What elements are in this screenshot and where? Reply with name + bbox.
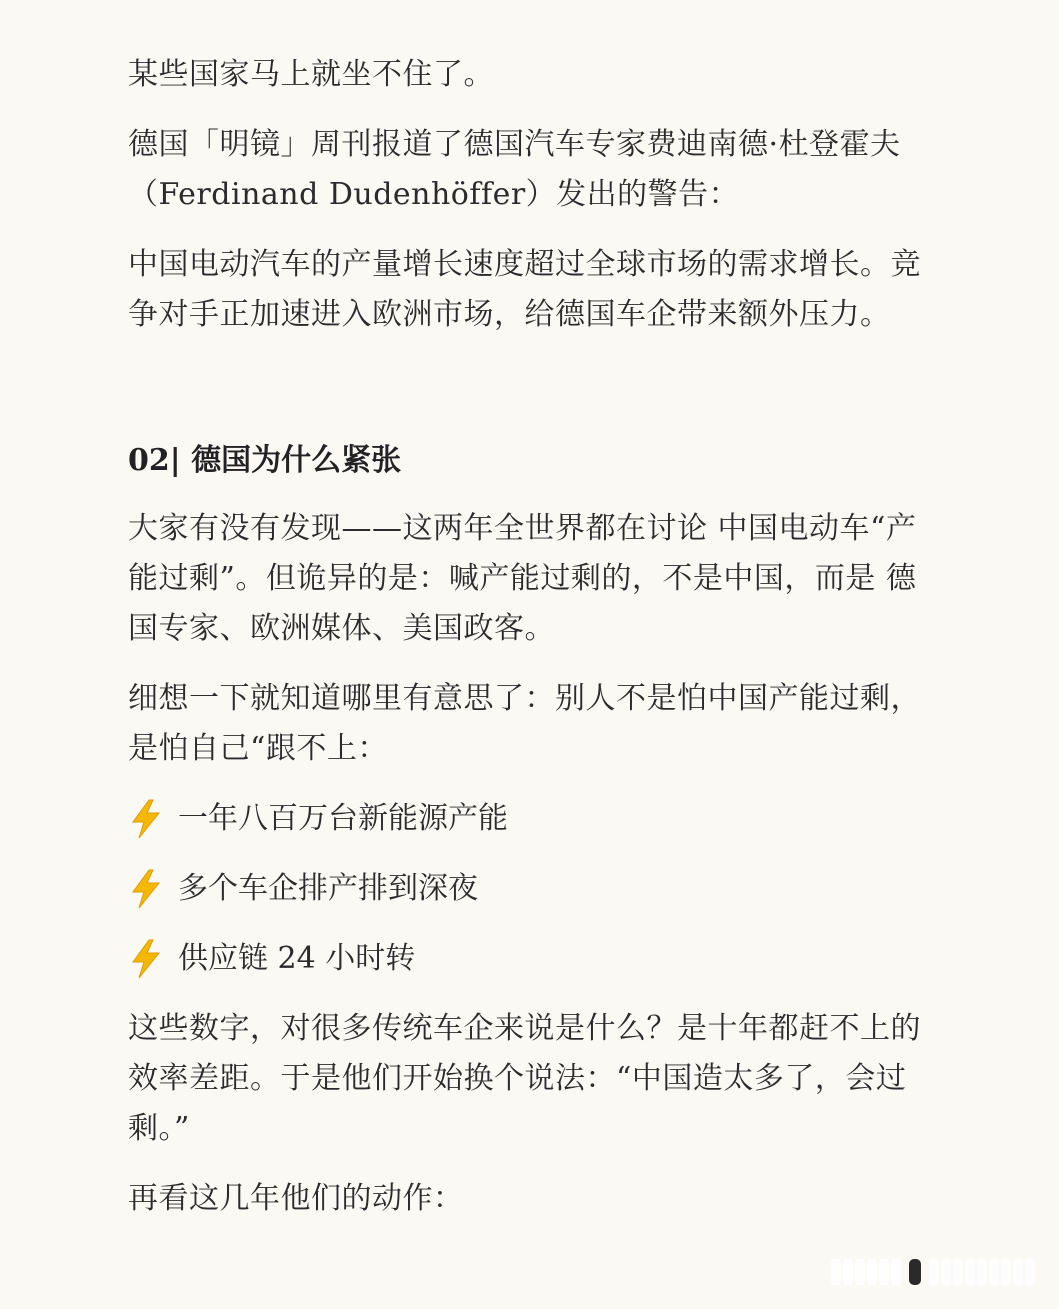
paragraph-overcapacity — [128, 504, 958, 654]
bullet-text: 一年八百万台新能源产能 — [178, 801, 508, 836]
paragraph-line: 德国「明镜」周刊报道了德国汽车专家费迪南德·杜登霍夫 — [128, 127, 901, 162]
paragraph-line: 这些数字，对很多传统车企来说是什么？是十年都赶不上的 — [128, 1011, 921, 1046]
paragraph-closing — [128, 1174, 958, 1224]
paragraph-line: 是怕自己“跟不上： — [128, 731, 388, 766]
bullet-item — [128, 864, 958, 914]
lightning-bolt-icon — [128, 799, 164, 839]
paragraph-line: 大家有没有发现——这两年全世界都在讨论 中国电动车“产 — [128, 511, 917, 546]
paragraph-line: 能过剩”。但诡异的是：喊产能过剩的，不是中国，而是 德 — [128, 561, 917, 596]
paragraph-spiegel-report — [128, 120, 958, 220]
paragraph-reflection — [128, 674, 958, 774]
paragraph-line: 效率差距。于是他们开始换个说法：“中国造太多了，会过 — [128, 1061, 907, 1096]
lightning-bolt-icon — [128, 939, 164, 979]
bullet-item — [128, 794, 958, 844]
paragraph-line: 争对手正加速进入欧洲市场，给德国车企带来额外压力。 — [128, 297, 891, 332]
paragraph-text: 某些国家马上就坐不住了。 — [128, 57, 494, 92]
watermark-mark — [909, 1259, 921, 1285]
section-heading: 02| 德国为什么紧张 — [128, 443, 402, 478]
article-body — [128, 50, 958, 1244]
paragraph-line: 剩。” — [128, 1111, 190, 1146]
lightning-bolt-icon — [128, 869, 164, 909]
watermark — [735, 1255, 1035, 1289]
bullet-text: 供应链 24 小时转 — [178, 941, 416, 976]
paragraph-efficiency-gap — [128, 1004, 958, 1154]
bullet-item — [128, 934, 958, 984]
paragraph-line: 国专家、欧洲媒体、美国政客。 — [128, 611, 555, 646]
paragraph-intro — [128, 50, 958, 100]
paragraph-line: （Ferdinand Dudenhöffer）发出的警告： — [128, 177, 740, 212]
bullet-text: 多个车企排产排到深夜 — [178, 871, 478, 906]
paragraph-text: 再看这几年他们的动作： — [128, 1181, 464, 1216]
paragraph-line: 细想一下就知道哪里有意思了：别人不是怕中国产能过剩， — [128, 681, 921, 716]
paragraph-quote — [128, 240, 958, 340]
paragraph-line: 中国电动汽车的产量增长速度超过全球市场的需求增长。竞 — [128, 247, 921, 282]
